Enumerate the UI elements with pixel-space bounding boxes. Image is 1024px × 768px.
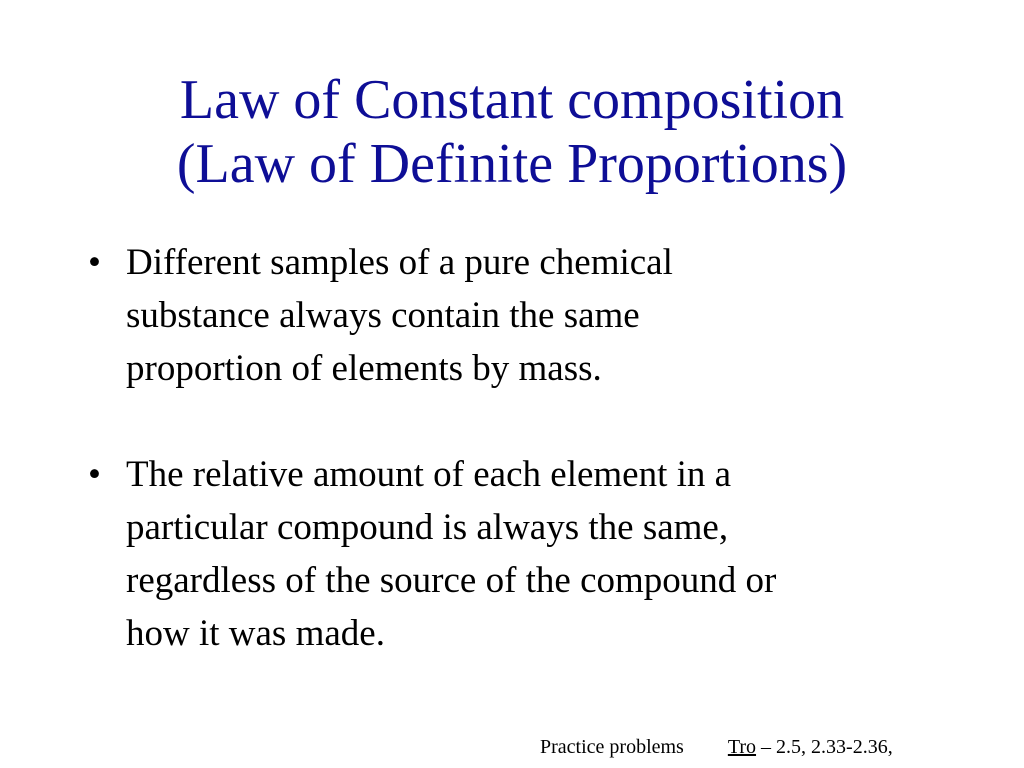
bullet-1-line-2: substance always contain the same [126,295,640,336]
bullet-item-2 [88,448,968,660]
bullet-2-line-1: The relative amount of each element in a [126,454,732,495]
slide-title [0,68,1024,196]
footer-problem-list: – 2.5, 2.33-2.36, [756,736,893,758]
bullet-marker: • [88,242,101,283]
bullet-2-line-4: how it was made. [126,613,385,654]
practice-problems-footer [540,734,893,760]
slide-title-line-2: (Law of Definite Proportions) [176,133,848,195]
bullet-2-line-2: particular compound is always the same, [126,507,729,548]
footer-label: Practice problems [540,736,684,758]
bullet-item-1 [88,236,968,395]
bullet-1-line-1: Different samples of a pure chemical [126,242,673,283]
bullet-list [88,236,968,660]
bullet-marker: • [88,454,101,495]
bullet-2-line-3: regardless of the source of the compound or [126,560,777,601]
tro-link[interactable]: Tro [727,736,757,758]
slide-title-line-1: Law of Constant composition [179,69,845,131]
bullet-1-line-3: proportion of elements by mass. [126,348,602,389]
